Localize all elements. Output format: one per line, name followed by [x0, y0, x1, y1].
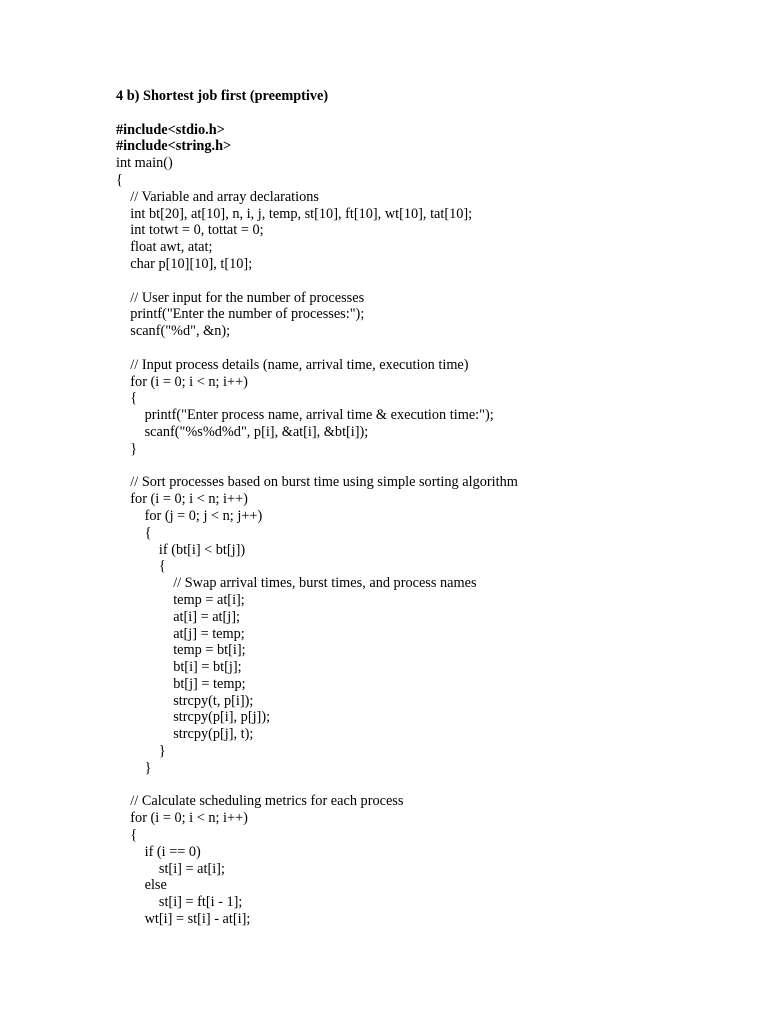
code-line: bt[j] = temp;	[116, 675, 246, 692]
code-line	[116, 340, 518, 357]
code-line: // Swap arrival times, burst times, and process names	[116, 575, 477, 592]
code-line: {	[116, 827, 138, 844]
code-line: st[i] = ft[i - 1];	[116, 894, 243, 911]
code-line: #include<string.h>	[116, 138, 232, 155]
code-line: for (i = 0; i < n; i++)	[116, 373, 248, 390]
code-line	[116, 777, 518, 794]
code-line: bt[i] = bt[j];	[116, 659, 242, 676]
code-line: }	[116, 440, 138, 457]
code-line: {	[116, 524, 152, 541]
code-line: float awt, atat;	[116, 239, 213, 256]
code-line: scanf("%d", &n);	[116, 323, 231, 340]
code-line: if (i == 0)	[116, 843, 201, 860]
code-line: strcpy(t, p[i]);	[116, 692, 254, 709]
code-line: }	[116, 759, 152, 776]
code-line: printf("Enter process name, arrival time & execution time:");	[116, 407, 494, 424]
code-line: strcpy(p[i], p[j]);	[116, 709, 271, 726]
code-line: {	[116, 558, 166, 575]
code-line: // Input process details (name, arrival time, execution time)	[116, 356, 469, 373]
code-line: for (j = 0; j < n; j++)	[116, 507, 263, 524]
code-line: char p[10][10], t[10];	[116, 255, 253, 272]
code-line: else	[116, 877, 167, 894]
code-line: scanf("%s%d%d", p[i], &at[i], &bt[i]);	[116, 423, 369, 440]
code-line: // User input for the number of processes	[116, 289, 365, 306]
code-line: at[j] = temp;	[116, 625, 245, 642]
code-line: if (bt[i] < bt[j])	[116, 541, 246, 558]
code-line: // Sort processes based on burst time using simple sorting algorithm	[116, 474, 518, 491]
blank-line	[116, 105, 518, 122]
document-content	[116, 88, 518, 928]
code-line: strcpy(p[j], t);	[116, 726, 254, 743]
code-line: printf("Enter the number of processes:");	[116, 306, 365, 323]
code-line: #include<stdio.h>	[116, 121, 225, 138]
code-line: for (i = 0; i < n; i++)	[116, 491, 248, 508]
code-listing	[116, 122, 518, 928]
code-line: }	[116, 743, 166, 760]
code-line: // Variable and array declarations	[116, 188, 319, 205]
code-line: for (i = 0; i < n; i++)	[116, 810, 248, 827]
code-line: temp = bt[i];	[116, 642, 246, 659]
code-line: temp = at[i];	[116, 591, 245, 608]
code-line: st[i] = at[i];	[116, 860, 225, 877]
code-line: int totwt = 0, tottat = 0;	[116, 222, 264, 239]
section-heading: 4 b) Shortest job first (preemptive)	[116, 88, 329, 104]
code-line: // Calculate scheduling metrics for each process	[116, 793, 404, 810]
code-line: int main()	[116, 155, 173, 172]
code-line: int bt[20], at[10], n, i, j, temp, st[10], ft[10], wt[10], tat[10];	[116, 205, 473, 222]
code-line: {	[116, 171, 123, 188]
code-line: {	[116, 390, 138, 407]
code-line	[116, 273, 518, 290]
code-line: at[i] = at[j];	[116, 608, 240, 625]
code-line	[116, 458, 518, 475]
code-line: wt[i] = st[i] - at[i];	[116, 911, 251, 928]
